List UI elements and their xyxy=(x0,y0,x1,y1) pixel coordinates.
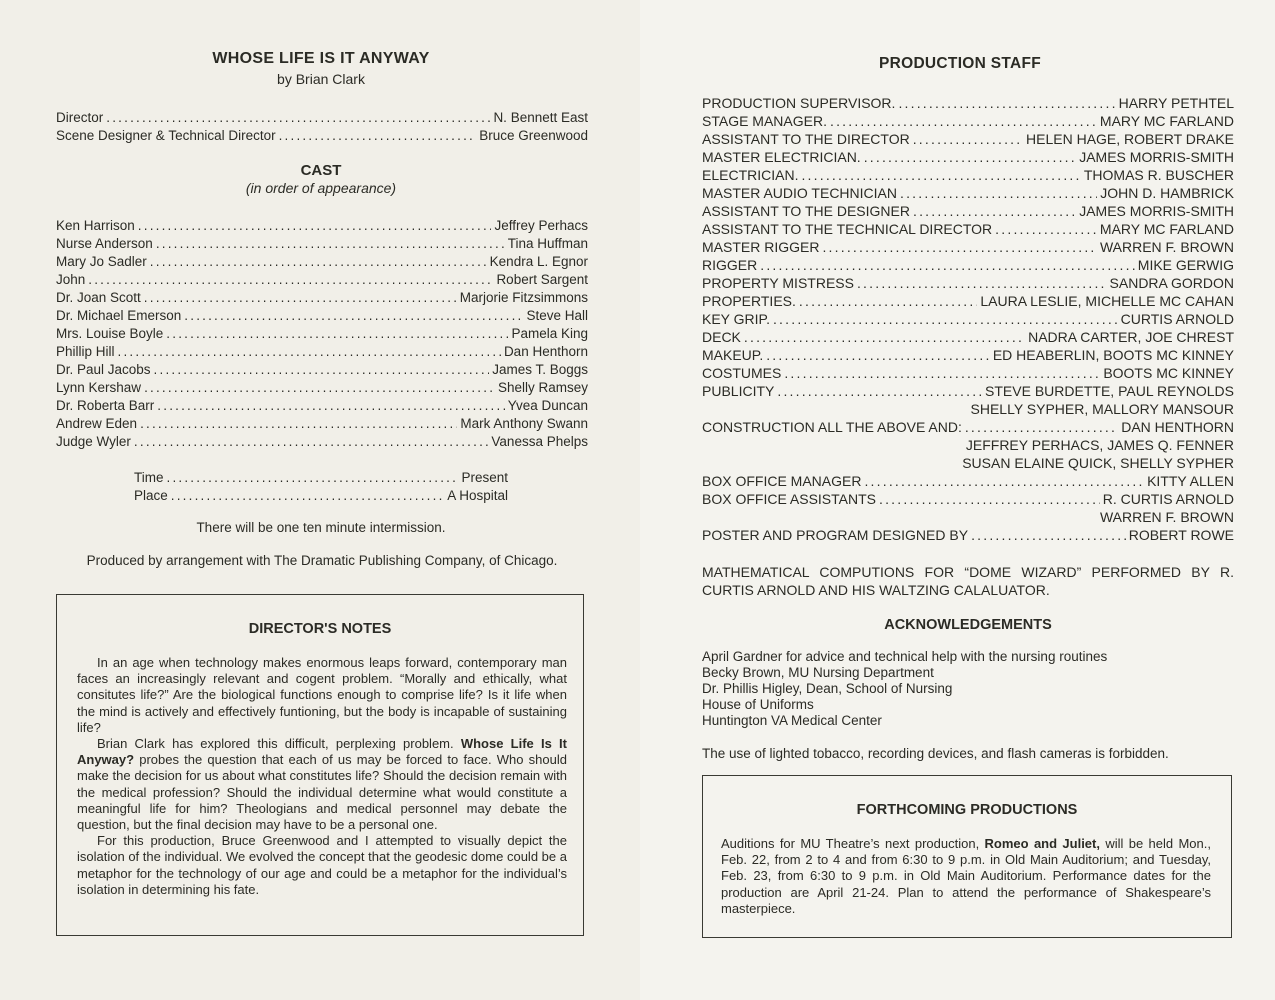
forthcoming-text: will be held Mon., Feb. 22, from 2 to 4 and from 6:30 to 9 p.m. in Old Main Auditorium; and Tuesday, Feb. 23, from 6:30 to 9 p.m. in Old Main Auditorium. Performance dates for the production are April 21-24. Plan to attend the performance of Shakespeare’s masterpiece. xyxy=(721,836,1211,916)
notes-paragraph xyxy=(77,736,567,833)
leader-dots xyxy=(900,184,1097,202)
forthcoming-heading: FORTHCOMING PRODUCTIONS xyxy=(856,802,1078,818)
staff-row xyxy=(702,274,1234,292)
cast-row xyxy=(56,217,588,235)
cast-row xyxy=(56,343,588,361)
staff-row xyxy=(702,94,1234,112)
leader-dots xyxy=(857,274,1107,292)
leader-dots xyxy=(166,325,508,343)
setting-value: Present xyxy=(461,470,508,485)
acknowledgements-list xyxy=(702,649,1234,729)
play-title-inline: Whose Life Is It Anyway? xyxy=(77,736,567,768)
leader-dots xyxy=(801,166,1080,184)
notes-text: Brian Clark has explored this difficult, perplexing problem. xyxy=(97,736,454,752)
cast-row xyxy=(56,433,588,451)
staff-name: KITTY ALLEN xyxy=(1147,473,1234,489)
staff-role: ASSISTANT TO THE DIRECTOR xyxy=(702,131,910,147)
leader-dots xyxy=(766,346,990,364)
leader-dots xyxy=(118,343,501,361)
leader-dots xyxy=(777,382,982,400)
leader-dots xyxy=(784,364,1100,382)
cast-character: Dr. Michael Emerson xyxy=(56,308,182,323)
cast-actor: Kendra L. Egnor xyxy=(489,254,588,269)
setting-row xyxy=(134,469,508,487)
staff-name: NADRA CARTER, JOE CHREST xyxy=(1028,329,1234,345)
cast-character: Mary Jo Sadler xyxy=(56,254,147,269)
acknowledgement-item: Becky Brown, MU Nursing Department xyxy=(702,665,934,680)
notes-paragraph: In an age when technology makes enormous leaps forward, contemporary man faces an increasingly relevant and cogent problem. “Morally and ethically, what consitutes life?” Are the biological functions enough to comprise life? Is it life when the mind is actively and effectively funtioning, but the body is incapable of sustaining life? xyxy=(77,655,567,735)
acknowledgements-heading: ACKNOWLEDGEMENTS xyxy=(884,617,1052,633)
math-note: MATHEMATICAL COMPUTIONS FOR “DOME WIZARD” PERFORMED BY R. CURTIS ARNOLD AND HIS WALTZING CALALUATOR. xyxy=(702,564,1234,598)
credit-row xyxy=(56,127,588,145)
cast-actor: Pamela King xyxy=(511,326,588,341)
right-page xyxy=(640,0,1275,1000)
setting-label: Place xyxy=(134,488,168,503)
leader-dots xyxy=(138,217,492,235)
staff-row xyxy=(702,418,1234,436)
staff-name-continued: WARREN F. BROWN xyxy=(1099,509,1234,525)
staff-row xyxy=(702,202,1234,220)
leader-dots xyxy=(184,307,523,325)
staff-role: PUBLICITY xyxy=(702,383,775,399)
staff-role: ELECTRICIAN. xyxy=(702,167,799,183)
leader-dots xyxy=(140,415,457,433)
staff-role: KEY GRIP. xyxy=(702,311,770,327)
staff-name: STEVE BURDETTE, PAUL REYNOLDS xyxy=(985,383,1234,399)
cast-actor: Mark Anthony Swann xyxy=(460,416,588,431)
cast-heading: CAST xyxy=(300,162,342,179)
credit-name: Bruce Greenwood xyxy=(479,128,588,143)
staff-role: ASSISTANT TO THE TECHNICAL DIRECTOR xyxy=(702,221,993,237)
staff-role: STAGE MANAGER. xyxy=(702,113,827,129)
cast-character: Judge Wyler xyxy=(56,434,131,449)
staff-role: CONSTRUCTION ALL THE ABOVE AND: xyxy=(702,419,962,435)
play-author: by Brian Clark xyxy=(277,71,365,87)
staff-row xyxy=(702,346,1234,364)
cast-row xyxy=(56,361,588,379)
leader-dots xyxy=(898,94,1115,112)
directors-notes-body xyxy=(77,655,567,898)
credit-role: Director xyxy=(56,110,104,125)
leader-dots xyxy=(156,235,505,253)
cast-character: Phillip Hill xyxy=(56,344,115,359)
staff-row xyxy=(702,472,1234,490)
staff-name: JAMES MORRIS-SMITH xyxy=(1079,149,1234,165)
leader-dots xyxy=(913,130,1023,148)
staff-row xyxy=(702,130,1234,148)
staff-role: ASSISTANT TO THE DESIGNER xyxy=(702,203,910,219)
staff-row xyxy=(702,184,1234,202)
production-title-inline: Romeo and Juliet, xyxy=(984,836,1100,851)
leader-dots xyxy=(171,487,444,505)
credits-list xyxy=(56,109,588,145)
setting-value: A Hospital xyxy=(447,488,508,503)
leader-dots xyxy=(279,127,477,145)
forthcoming-body xyxy=(721,836,1211,917)
cast-actor: Vanessa Phelps xyxy=(491,434,588,449)
cast-character: Dr. Roberta Barr xyxy=(56,398,155,413)
cast-character: Andrew Eden xyxy=(56,416,138,431)
staff-role: MASTER ELECTRICIAN. xyxy=(702,149,861,165)
cast-character: Ken Harrison xyxy=(56,218,135,233)
staff-name: WARREN F. BROWN xyxy=(1099,239,1234,255)
staff-row xyxy=(702,292,1234,310)
staff-name: MARY MC FARLAND xyxy=(1099,221,1234,237)
credit-role: Scene Designer & Technical Director xyxy=(56,128,276,143)
staff-row xyxy=(702,364,1234,382)
cast-actor: James T. Boggs xyxy=(492,362,588,377)
staff-row xyxy=(702,526,1234,544)
leader-dots xyxy=(157,397,504,415)
leader-dots xyxy=(822,238,1096,256)
production-staff-heading: PRODUCTION STAFF xyxy=(878,55,1042,72)
cast-actor: Jeffrey Perhacs xyxy=(494,218,588,233)
staff-row xyxy=(702,220,1234,238)
staff-role: MAKEUP. xyxy=(702,347,764,363)
cast-actor: Shelly Ramsey xyxy=(497,380,588,395)
cast-actor: Dan Henthorn xyxy=(503,344,588,359)
notes-text: probes the question that each of us may be forced to face. Who should make the decision for us about what constitutes life? Should the decision remain with the medical profession? Should the individual determine what would constitute a meaningful life for him? Theologians and medical personnel may debate the question, but the final decision may have to be a personal one. xyxy=(77,752,567,833)
staff-row xyxy=(702,382,1234,400)
cast-row xyxy=(56,235,588,253)
leader-dots xyxy=(88,271,493,289)
leader-dots xyxy=(760,256,1135,274)
cast-actor: Robert Sargent xyxy=(496,272,588,287)
staff-row xyxy=(702,310,1234,328)
cast-row xyxy=(56,397,588,415)
staff-name: ED HEABERLIN, BOOTS MC KINNEY xyxy=(992,347,1234,363)
intermission-note: There will be one ten minute intermission. xyxy=(196,520,446,535)
staff-role: PRODUCTION SUPERVISOR. xyxy=(702,95,896,111)
staff-role: PROPERTY MISTRESS xyxy=(702,275,854,291)
leader-dots xyxy=(799,292,977,310)
cast-row xyxy=(56,325,588,343)
cast-row xyxy=(56,271,588,289)
cast-row xyxy=(56,253,588,271)
cast-row xyxy=(56,415,588,433)
leader-dots xyxy=(154,361,490,379)
staff-role: MASTER AUDIO TECHNICIAN xyxy=(702,185,897,201)
cast-actor: Tina Huffman xyxy=(507,236,588,251)
leader-dots xyxy=(106,109,490,127)
setting-label: Time xyxy=(134,470,164,485)
staff-name: R. CURTIS ARNOLD xyxy=(1102,491,1234,507)
acknowledgement-item: Huntington VA Medical Center xyxy=(702,713,882,728)
staff-name: DAN HENTHORN xyxy=(1121,419,1234,435)
credit-name: N. Bennett East xyxy=(493,110,588,125)
staff-name: MARY MC FARLAND xyxy=(1099,113,1234,129)
leader-dots xyxy=(134,433,489,451)
staff-list xyxy=(702,94,1234,544)
staff-row xyxy=(702,166,1234,184)
cast-character: Lynn Kershaw xyxy=(56,380,142,395)
staff-row xyxy=(702,148,1234,166)
acknowledgement-item: Dr. Phillis Higley, Dean, School of Nursing xyxy=(702,681,953,696)
cast-list xyxy=(56,217,588,451)
forthcoming-text: Auditions for MU Theatre’s next production, xyxy=(721,836,980,851)
leader-dots xyxy=(995,220,1097,238)
staff-row xyxy=(702,328,1234,346)
staff-row xyxy=(702,490,1234,508)
staff-name: JOHN D. HAMBRICK xyxy=(1100,185,1234,201)
staff-role: POSTER AND PROGRAM DESIGNED BY xyxy=(702,527,969,543)
staff-row xyxy=(702,112,1234,130)
staff-name: SANDRA GORDON xyxy=(1109,275,1234,291)
directors-notes-heading: DIRECTOR'S NOTES xyxy=(248,621,392,637)
leader-dots xyxy=(144,379,495,397)
leader-dots xyxy=(744,328,1025,346)
staff-name: CURTIS ARNOLD xyxy=(1120,311,1234,327)
credit-row xyxy=(56,109,588,127)
setting-row xyxy=(134,487,508,505)
staff-role: PROPERTIES. xyxy=(702,293,796,309)
staff-role: RIGGER xyxy=(702,257,758,273)
cast-character: Nurse Anderson xyxy=(56,236,153,251)
cast-subheading: (in order of appearance) xyxy=(245,180,397,196)
staff-name: BOOTS MC KINNEY xyxy=(1103,365,1234,381)
cast-row xyxy=(56,379,588,397)
cast-character: John xyxy=(56,272,86,287)
cast-actor: Marjorie Fitzsimmons xyxy=(459,290,588,305)
staff-role: COSTUMES xyxy=(702,365,782,381)
leader-dots xyxy=(167,469,459,487)
acknowledgement-item: House of Uniforms xyxy=(702,697,814,712)
staff-row xyxy=(702,238,1234,256)
play-title: WHOSE LIFE IS IT ANYWAY xyxy=(212,50,430,67)
notes-paragraph: For this production, Bruce Greenwood and I attempted to visually depict the isolation of the individual. We evolved the concept that the geodesic dome could be a metaphor for the technology of our age and could be a metaphor for the individual’s isolation in determining his fate. xyxy=(77,833,567,897)
leader-dots xyxy=(864,472,1144,490)
cast-actor: Yvea Duncan xyxy=(507,398,588,413)
staff-name: MIKE GERWIG xyxy=(1137,257,1234,273)
staff-name: HELEN HAGE, ROBERT DRAKE xyxy=(1026,131,1234,147)
cast-character: Dr. Paul Jacobs xyxy=(56,362,151,377)
staff-name-continued: SUSAN ELAINE QUICK, SHELLY SYPHER xyxy=(962,455,1234,471)
leader-dots xyxy=(864,148,1077,166)
staff-row xyxy=(702,256,1234,274)
arrangement-note: Produced by arrangement with The Dramatic Publishing Company, of Chicago. xyxy=(86,553,558,568)
leader-dots xyxy=(144,289,457,307)
leader-dots xyxy=(150,253,487,271)
leader-dots xyxy=(971,526,1126,544)
forbidden-note: The use of lighted tobacco, recording devices, and flash cameras is forbidden. xyxy=(702,746,1169,761)
staff-role: BOX OFFICE MANAGER xyxy=(702,473,862,489)
cast-row xyxy=(56,307,588,325)
staff-role: MASTER RIGGER xyxy=(702,239,820,255)
acknowledgement-item: April Gardner for advice and technical help with the nursing routines xyxy=(702,649,1108,664)
staff-role: BOX OFFICE ASSISTANTS xyxy=(702,491,876,507)
staff-name-continued: SHELLY SYPHER, MALLORY MANSOUR xyxy=(970,401,1234,417)
cast-row xyxy=(56,289,588,307)
forthcoming-productions-box xyxy=(702,775,1232,938)
staff-name-continued: JEFFREY PERHACS, JAMES Q. FENNER xyxy=(965,437,1234,453)
staff-name: THOMAS R. BUSCHER xyxy=(1083,167,1234,183)
leader-dots xyxy=(830,112,1097,130)
cast-character: Dr. Joan Scott xyxy=(56,290,141,305)
staff-name: HARRY PETHTEL xyxy=(1118,95,1234,111)
setting-list xyxy=(134,469,508,505)
leader-dots xyxy=(913,202,1076,220)
directors-notes-box xyxy=(56,594,584,936)
leader-dots xyxy=(965,418,1118,436)
staff-name: ROBERT ROWE xyxy=(1128,527,1234,543)
staff-role: DECK xyxy=(702,329,741,345)
leader-dots xyxy=(879,490,1100,508)
staff-name: LAURA LESLIE, MICHELLE MC CAHAN xyxy=(980,293,1234,309)
staff-name: JAMES MORRIS-SMITH xyxy=(1079,203,1234,219)
leader-dots xyxy=(773,310,1118,328)
cast-character: Mrs. Louise Boyle xyxy=(56,326,164,341)
cast-actor: Steve Hall xyxy=(526,308,588,323)
